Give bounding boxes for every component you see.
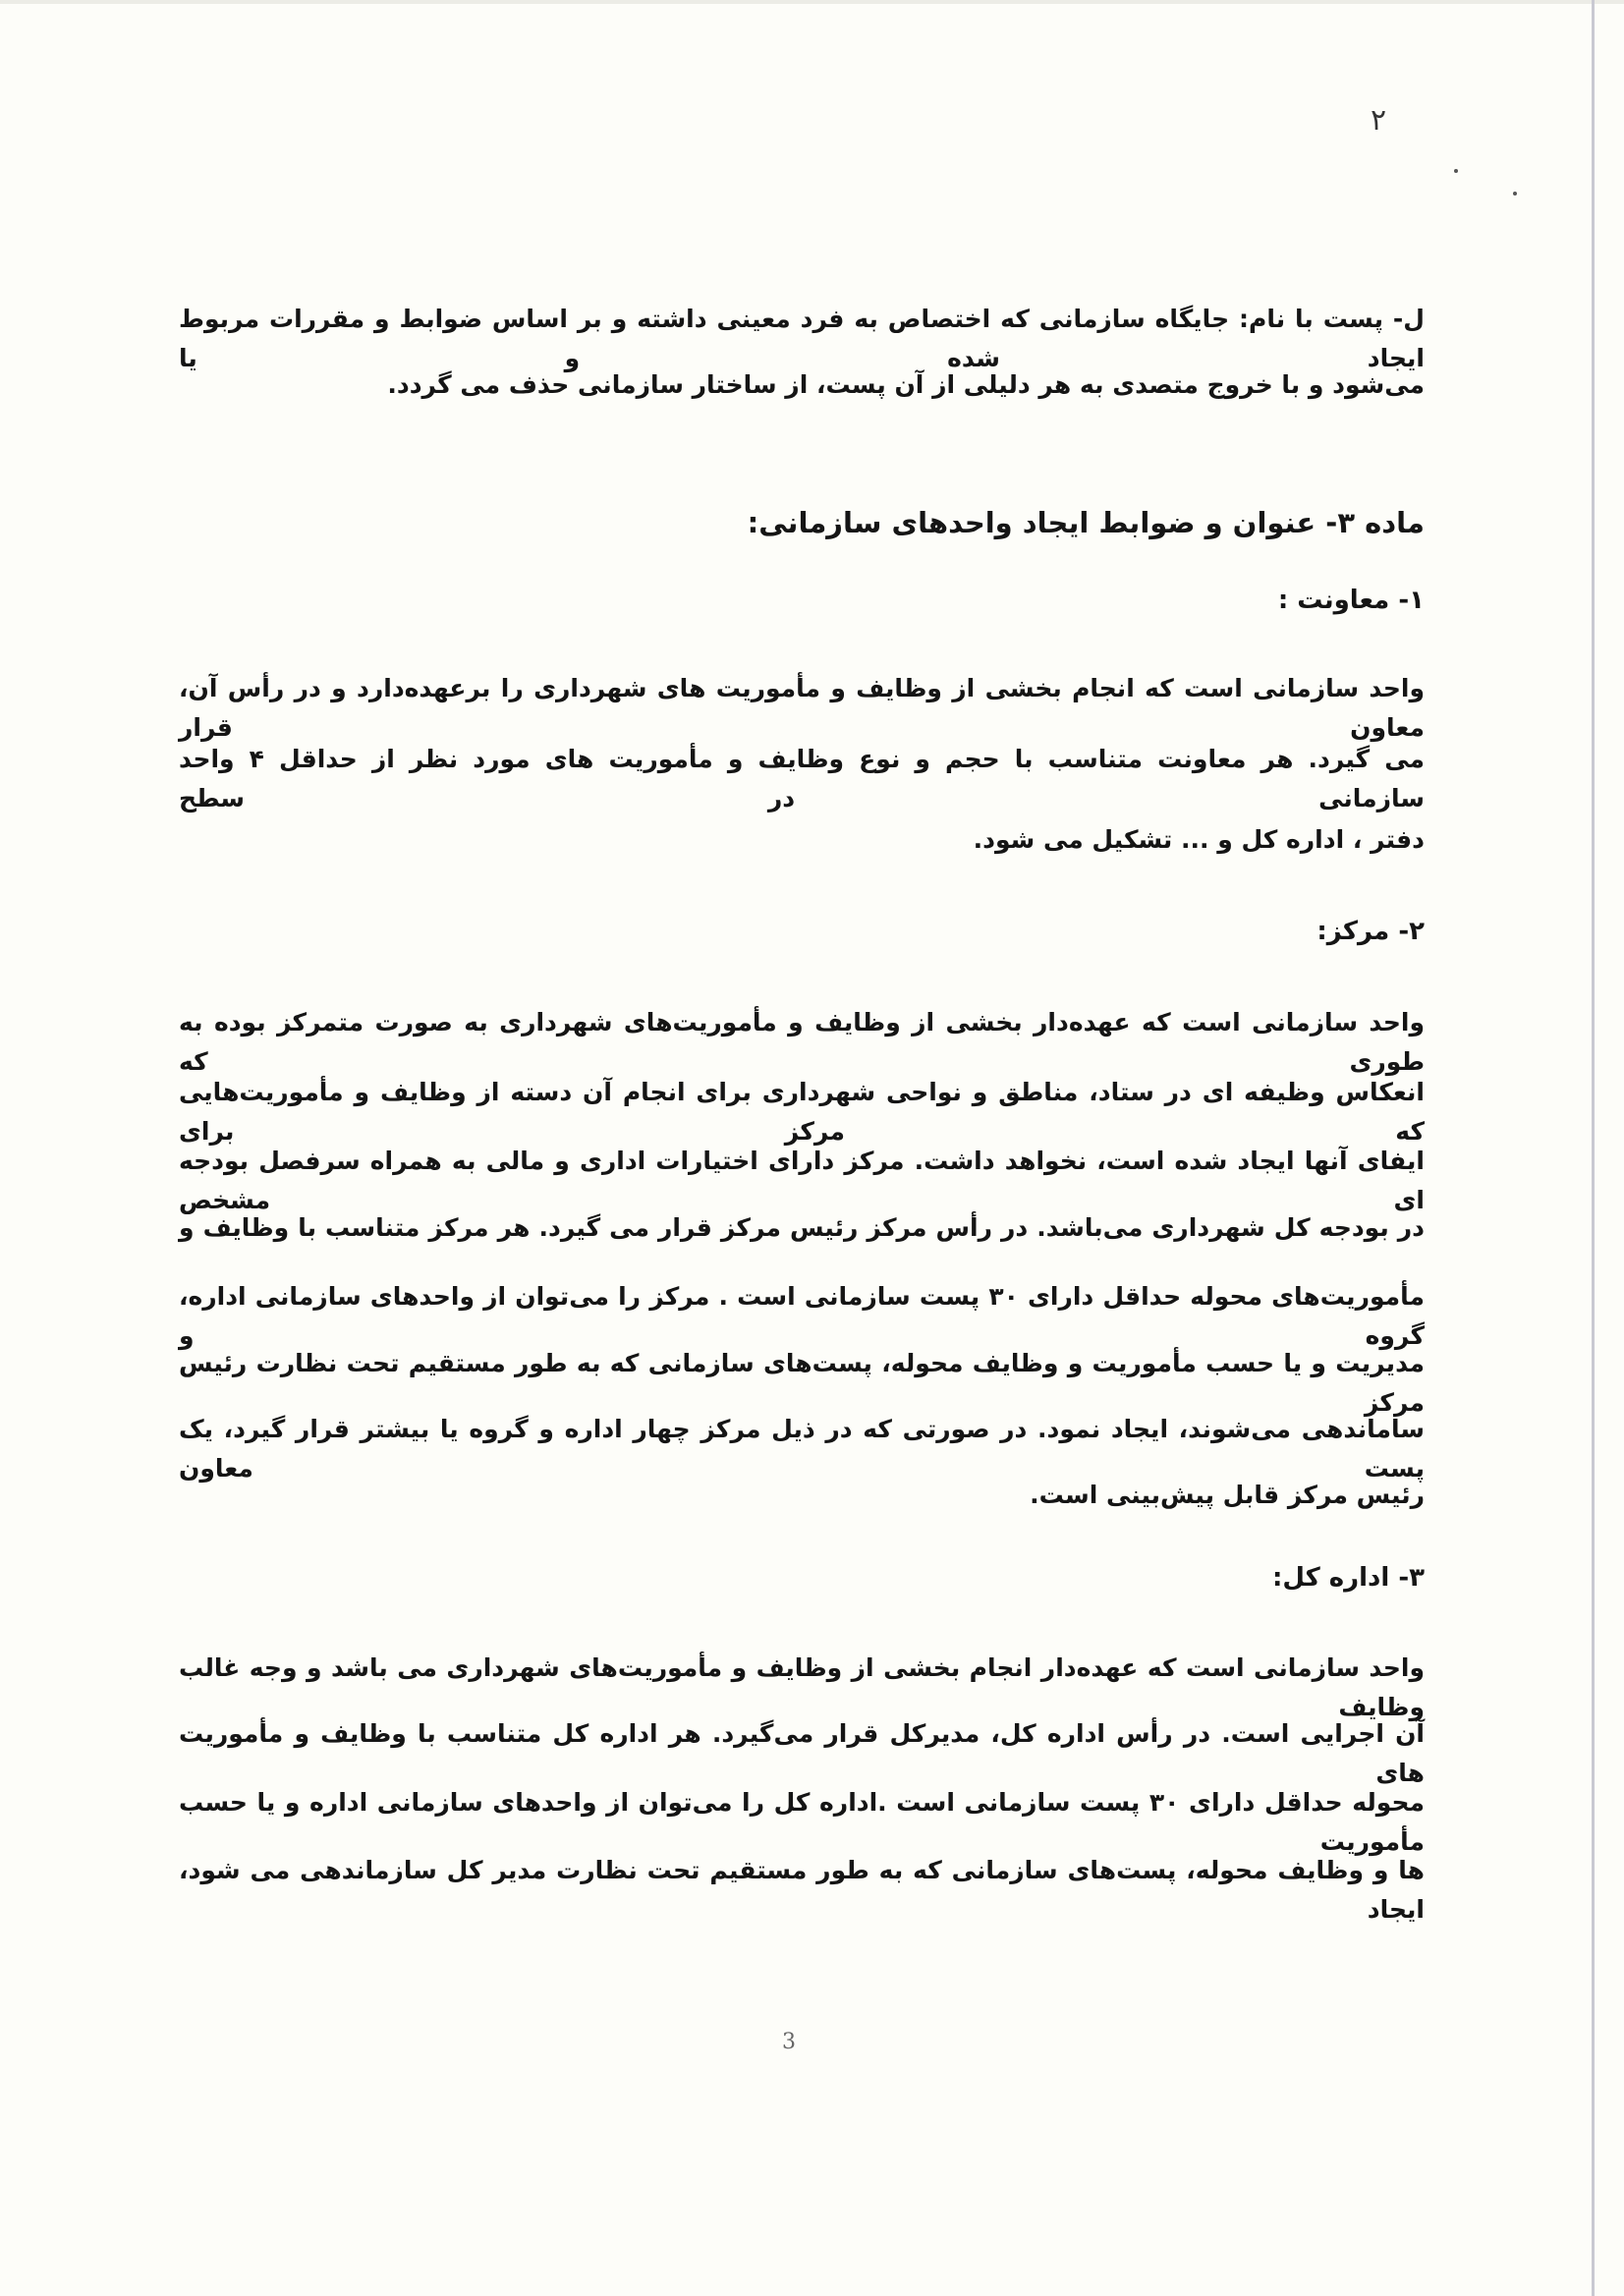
paragraph-line: ایفای آنها ایجاد شده است، نخواهد داشت. مرکز دارای اختیارات اداری و مالی به همراه سرفصل بودجه ای مشخص (179, 1147, 1425, 1214)
scan-speck (1454, 169, 1458, 173)
paragraph-line: ها و وظایف محوله، پست‌های سازمانی که به طور مستقیم تحت نظارت مدیر کل سازماندهی می شود، ایجاد (179, 1856, 1425, 1924)
section-title-general-directorate: ۳- اداره کل: (1272, 1563, 1425, 1593)
paragraph-line: رئیس مرکز قابل پیش‌بینی است. (1030, 1481, 1425, 1509)
paragraph-line: مدیریت و یا حسب مأموریت و وظایف محوله، پست‌های سازمانی که به طور مستقیم تحت نظارت رئیس مرکز (179, 1349, 1425, 1417)
paragraph-line: واحد سازمانی است که عهده‌دار انجام بخشی از وظایف و مأموریت‌های شهرداری می باشد و وجه غالب وظایف (179, 1653, 1425, 1721)
paragraph-line: دفتر ، اداره کل و ... تشکیل می شود. (973, 825, 1425, 854)
paragraph-line: انعکاس وظیفه ای در ستاد، مناطق و نواحی شهرداری برای انجام آن دسته از وظایف و مأموریت‌هایی که مرکز برای (179, 1078, 1425, 1146)
paragraph-line: می گیرد. هر معاونت متناسب با حجم و نوع وظایف و مأموریت های مورد نظر از حداقل ۴ واحد سازمانی در سطح (179, 745, 1425, 812)
paragraph-line: مأموریت‌های محوله حداقل دارای ۳۰ پست سازمانی است . مرکز را می‌توان از واحدهای سازمانی اداره، گروه و (179, 1282, 1425, 1350)
handwritten-page-mark: ٢ (1371, 103, 1387, 138)
paragraph-line: آن اجرایی است. در رأس اداره کل، مدیرکل قرار می‌گیرد. هر اداره کل متناسب با وظایف و مأموریت های (179, 1719, 1425, 1787)
scan-speck (1513, 192, 1517, 196)
scan-right-edge (1592, 0, 1595, 2296)
paragraph-line: واحد سازمانی است که عهده‌دار بخشی از وظایف و مأموریت‌های شهرداری به صورت متمرکز بوده به طوری که (179, 1008, 1425, 1076)
item-l-line: می‌شود و با خروج متصدی به هر دلیلی از آن پست، از ساختار سازمانی حذف می گردد. (387, 370, 1425, 399)
section-title-deputy: ۱- معاونت : (1277, 586, 1425, 615)
paragraph-line: محوله حداقل دارای ۳۰ پست سازمانی است .اداره کل را می‌توان از واحدهای سازمانی اداره و یا حسب مأموریت (179, 1788, 1425, 1856)
article-heading: ماده ۳- عنوان و ضوابط ایجاد واحدهای سازمانی: (747, 506, 1425, 539)
paragraph-line: در بودجه کل شهرداری می‌باشد. در رأس مرکز رئیس مرکز قرار می گیرد. هر مرکز متناسب با وظایف و (179, 1213, 1425, 1242)
paragraph-line: ساماندهی می‌شوند، ایجاد نمود. در صورتی که در ذیل مرکز چهار اداره و گروه یا بیشتر قرار گیرد، یک پست معاون (179, 1415, 1425, 1483)
page-number: 3 (782, 2030, 796, 2054)
item-l-line: ل- پست با نام: جایگاه سازمانی که اختصاص به فرد معینی داشته و بر اساس ضوابط و مقررات مربوط ایجاد شده و یا (179, 305, 1425, 372)
section-title-center: ۲- مرکز: (1316, 917, 1425, 946)
scan-top-edge (0, 0, 1624, 4)
paragraph-line: واحد سازمانی است که انجام بخشی از وظایف و مأموریت های شهرداری را برعهده‌دارد و در رأس آن، معاون قرار (179, 674, 1425, 742)
